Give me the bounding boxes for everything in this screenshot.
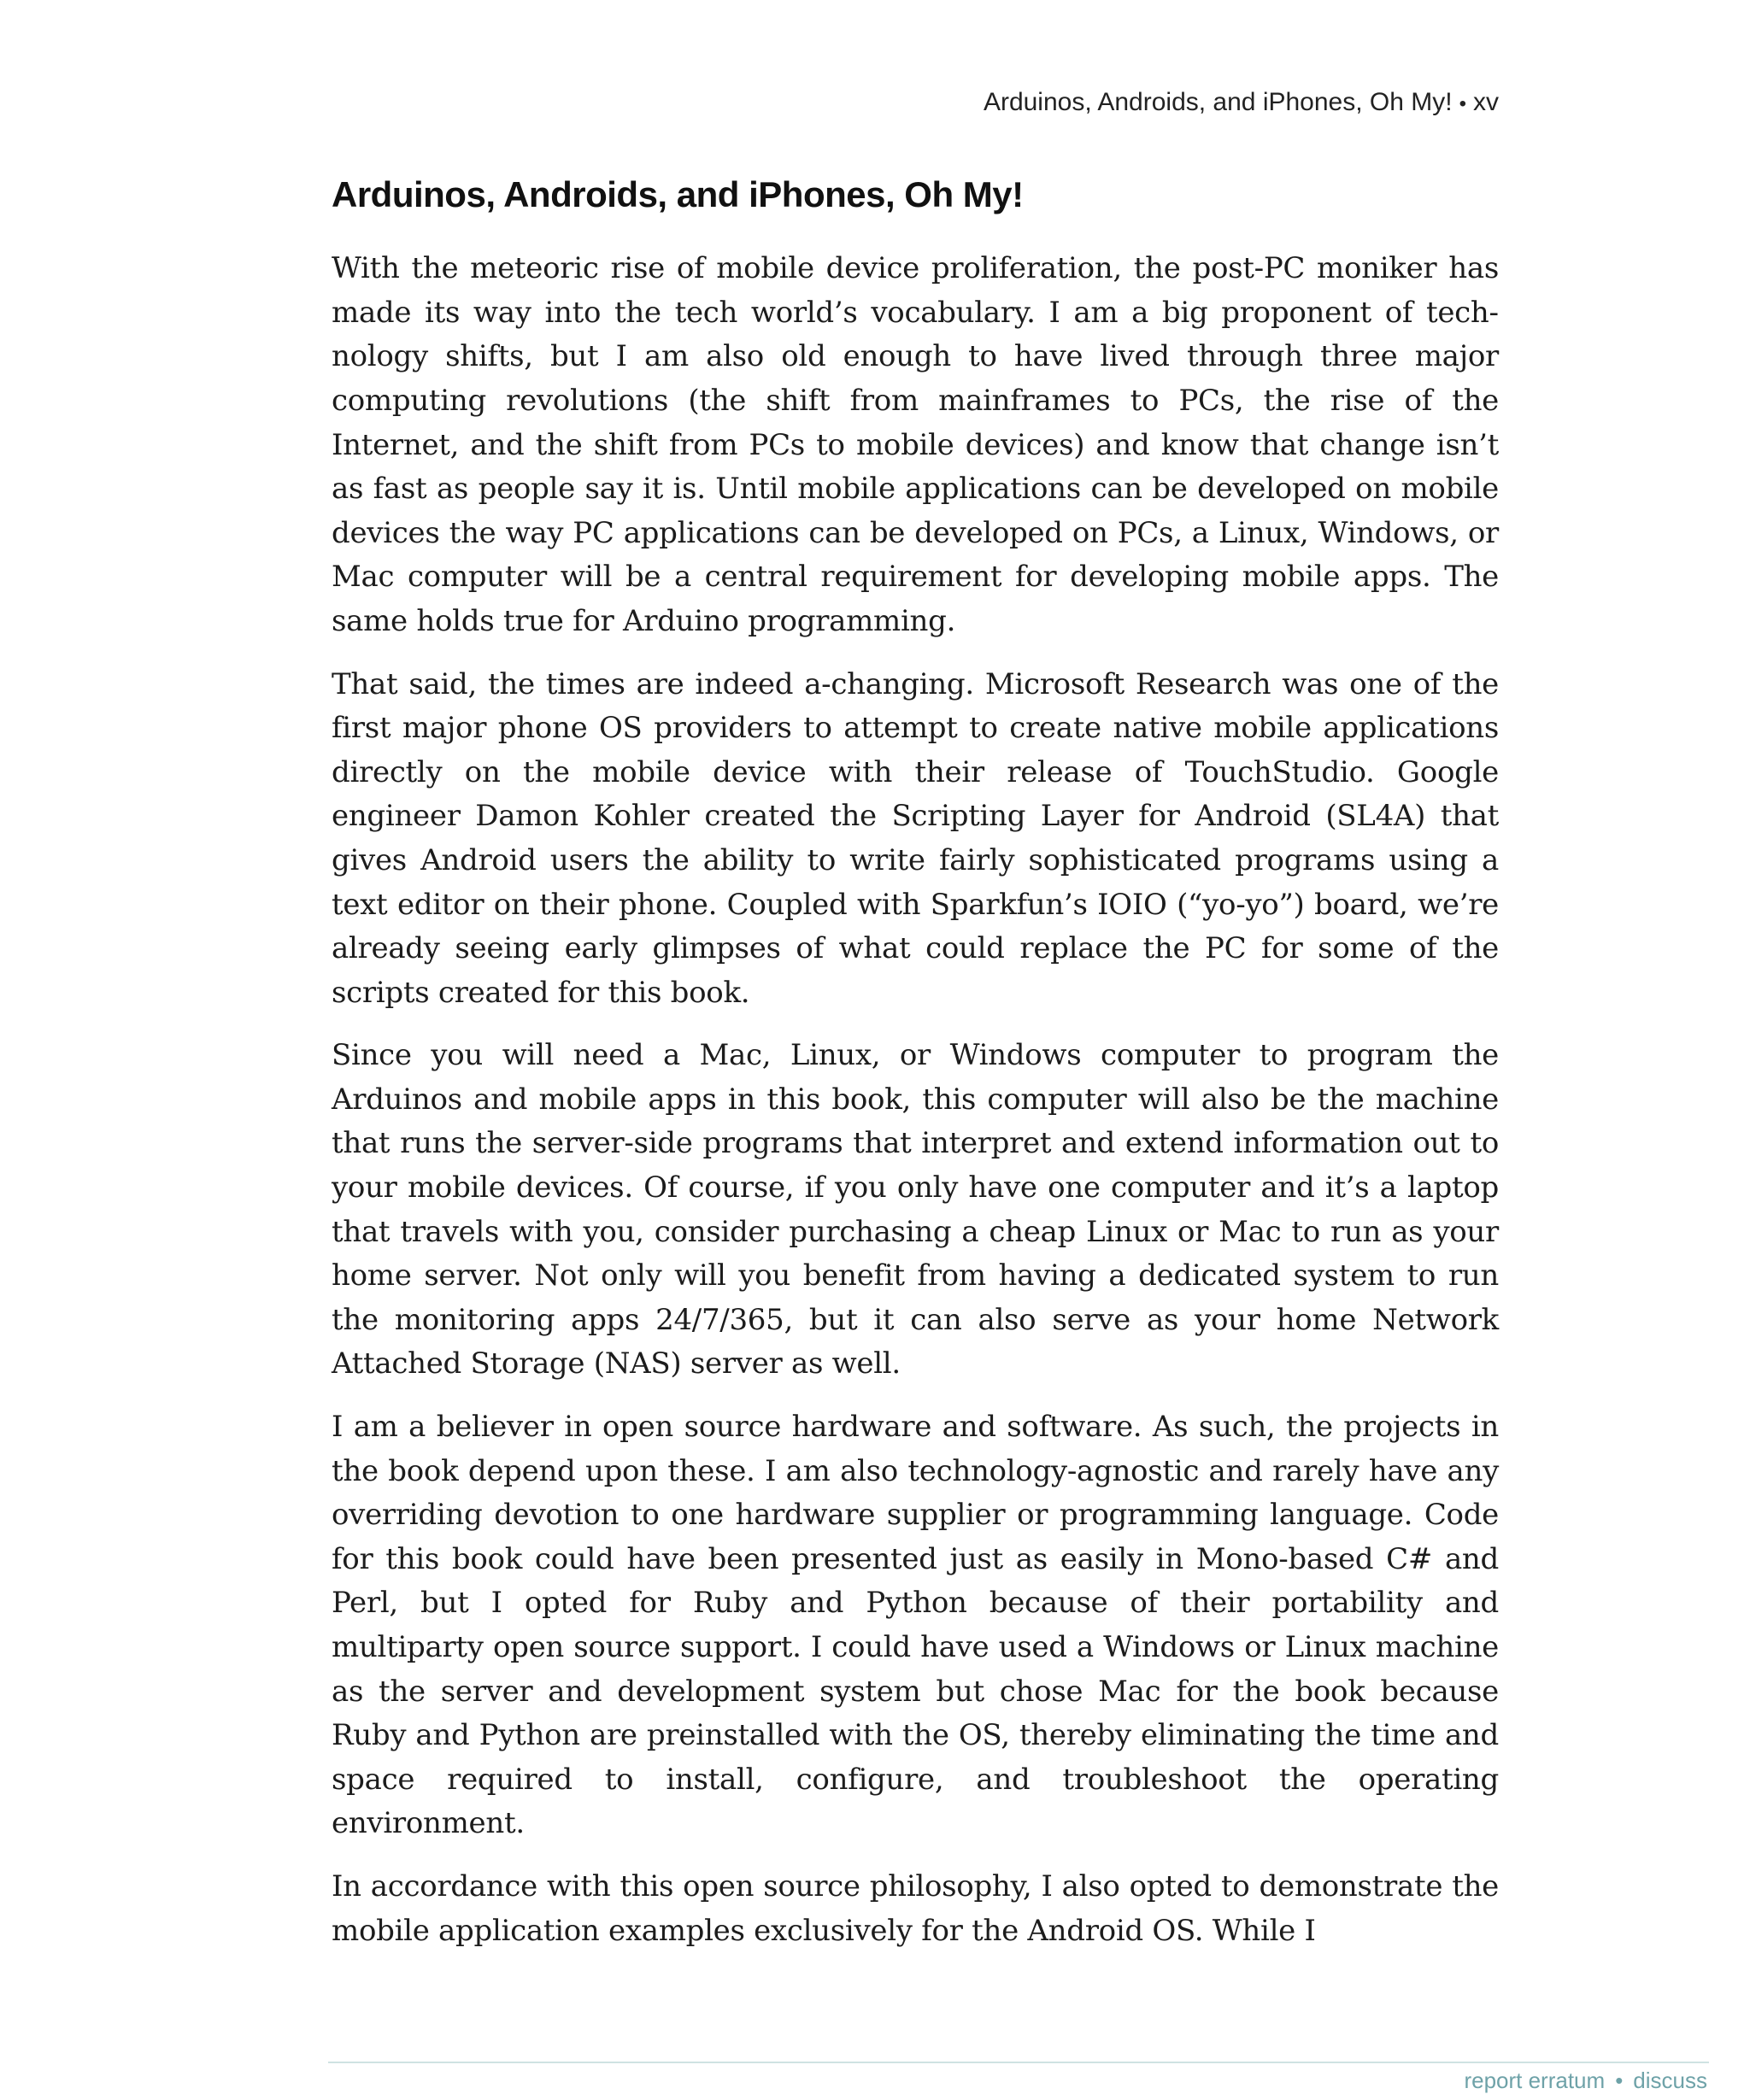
running-header — [984, 88, 1499, 117]
paragraph: In accordance with this open source philosophy, I also opted to demonstrate the mobile application examples exclusively for the Android OS. While I — [332, 1868, 1499, 1948]
page-number: xv — [1473, 88, 1499, 116]
paragraph: That said, the times are indeed a-changing. Microsoft Research was one of the first major phone OS providers to attempt to create native mobile applications directly on the mobile device with their release of TouchStudio. Google engineer Damon Kohler created the Scripting Layer for Android (SL4A) that gives Android users the ability to write fairly sophisticated programs using a text editor on their phone. Coupled with Sparkfun’s IOIO (“yo-yo”) board, we’re already seeing early glimpses of what could replace the PC for some of the scripts created for this book. — [332, 666, 1499, 1010]
footer-links — [1464, 2068, 1707, 2094]
paragraph: With the meteoric rise of mobile device proliferation, the post-PC moniker has made its way into the tech world’s vocabulary. I am a big proponent of technology shifts, but I am also old enough to have lived through three major computing revolutions (the shift from mainframes to PCs, the rise of the Internet, and the shift from PCs to mobile devices) and know that change isn’t as fast as people say it is. Until mobile applications can be developed on mobile devices the way PC applications can be developed on PCs, a Linux, Windows, or Mac computer will be a central requirement for developing mobile apps. The same holds true for Arduino programming. — [332, 251, 1499, 638]
discuss-link[interactable]: discuss — [1633, 2068, 1707, 2093]
page-content — [332, 175, 1499, 1972]
report-erratum-link[interactable]: report erratum — [1464, 2068, 1606, 2093]
footer-separator: • — [1615, 2068, 1624, 2093]
paragraph: I am a believer in open source hardware and software. As such, the projects in the book depend upon these. I am also technology-agnostic and rarely have any overriding devotion to one hardware supplier or programming language. Code for this book could have been presented just as easily in Mono-based C# and Perl, but I opted for Ruby and Python because of their portability and multiparty open source support. I could have used a Windows or Linux machine as the server and development system but chose Mac for the book because Ruby and Python are preinstalled with the OS, thereby eliminating the time and space required to install, configure, and troubleshoot the operating environment. — [332, 1410, 1499, 1841]
paragraph: Since you will need a Mac, Linux, or Windows computer to program the Arduinos and mobile apps in this book, this computer will also be the machine that runs the server-side programs that interpret and extend information out to your mobile devices. Of course, if you only have one computer and it’s a laptop that travels with you, consider purchasing a cheap Linux or Mac to run as your home server. Not only will you benefit from having a dedicated system to run the monitoring apps 24/7/365, but it can also serve as your home Network Attached Storage (NAS) server as well. — [332, 1038, 1499, 1381]
footer-divider — [328, 2062, 1709, 2063]
section-title: Arduinos, Androids, and iPhones, Oh My! — [332, 174, 1024, 214]
running-title: Arduinos, Androids, and iPhones, Oh My! — [983, 88, 1453, 116]
header-separator: • — [1459, 92, 1466, 115]
